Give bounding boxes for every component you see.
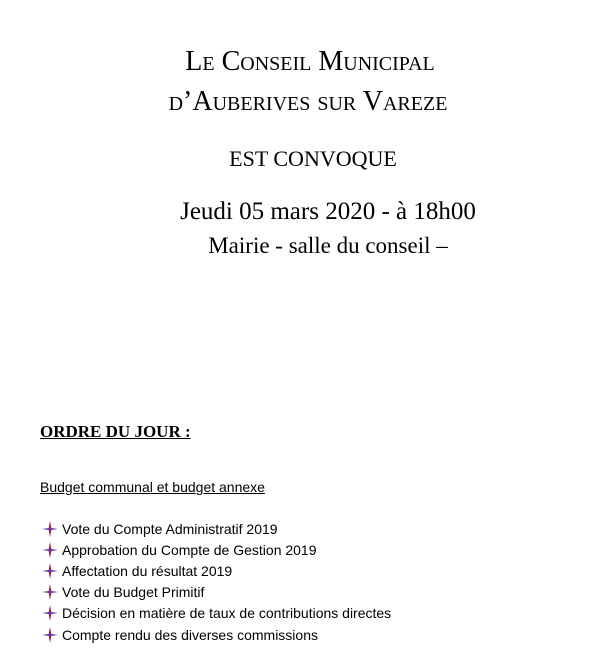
agenda-item <box>42 603 391 624</box>
agenda-item-label: Vote du Compte Administratif 2019 <box>62 520 278 537</box>
agenda-item <box>42 582 391 603</box>
agenda-item <box>42 518 391 539</box>
agenda-section-title: Budget communal et budget annexe <box>40 479 265 495</box>
four-pointed-star-icon <box>42 542 58 558</box>
agenda-item-label: Décision en matière de taux de contributions directes <box>62 605 392 622</box>
four-pointed-star-icon <box>42 627 58 643</box>
document-title-line-1: Le Conseil Municipal <box>185 46 435 77</box>
agenda-heading: ORDRE DU JOUR : <box>40 422 191 441</box>
agenda-item-label: Approbation du Compte de Gestion 2019 <box>62 541 317 558</box>
agenda-item-label: Compte rendu des diverses commissions <box>62 626 318 643</box>
agenda-item <box>42 560 391 581</box>
meeting-location: Mairie - salle du conseil – <box>208 233 448 258</box>
agenda-item-label: Affectation du résultat 2019 <box>62 562 233 579</box>
convocation-text: EST CONVOQUE <box>229 146 397 171</box>
agenda-item <box>42 624 391 645</box>
four-pointed-star-icon <box>42 521 58 537</box>
document-title-line-2: d’Auberives sur Vareze <box>168 86 448 117</box>
agenda-list <box>42 518 391 645</box>
four-pointed-star-icon <box>42 563 58 579</box>
agenda-item-label: Vote du Budget Primitif <box>62 584 205 601</box>
meeting-date-time: Jeudi 05 mars 2020 - à 18h00 <box>180 198 476 225</box>
agenda-item <box>42 539 391 560</box>
four-pointed-star-icon <box>42 605 58 621</box>
four-pointed-star-icon <box>42 584 58 600</box>
